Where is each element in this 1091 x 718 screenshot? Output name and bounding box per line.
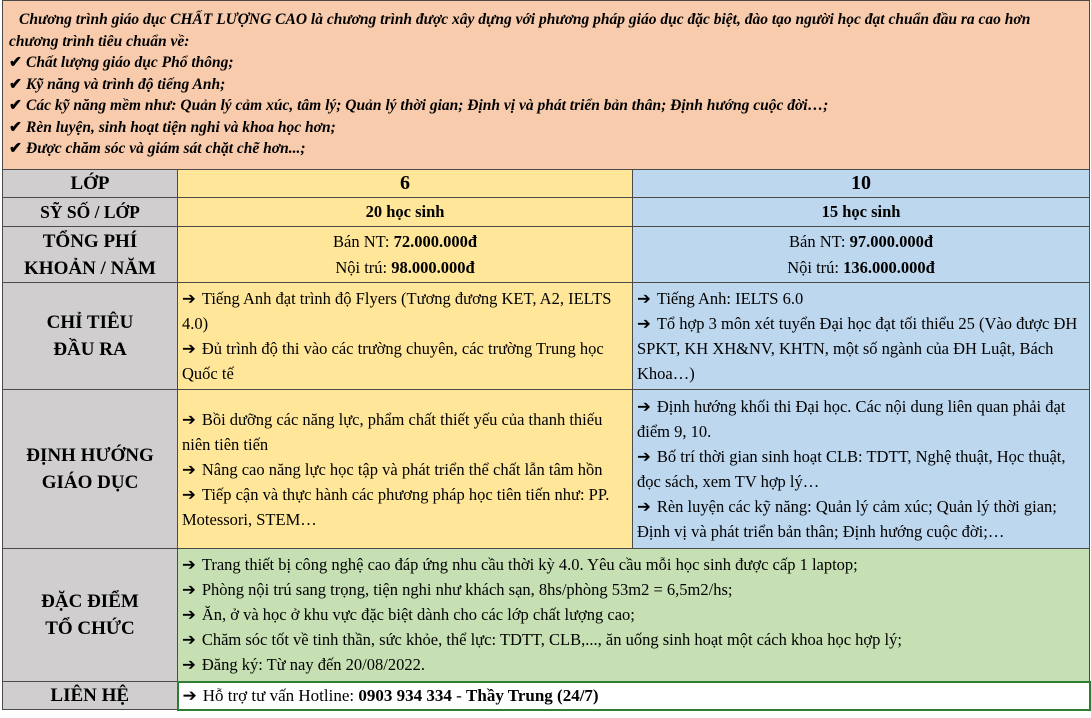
list-item: ➔ Bố trí thời gian sinh hoạt CLB: TDTT, Nghệ thuật, Học thuật, đọc sách, xem TV hợp lý… bbox=[637, 447, 1066, 491]
label-lienhe: LIÊN HỆ bbox=[3, 682, 178, 710]
intro-title: Chương trình giáo dục CHẤT LƯỢNG CAO là chương trình được xây dựng với phương pháp giáo dục đặc biệt, đào tạo người học đạt chuẩn đầu ra cao hơn chương trình tiêu chuẩn về: bbox=[9, 11, 1031, 50]
arrow-icon: ➔ bbox=[182, 289, 196, 308]
list-item: ➔ Đăng ký: Từ nay đến 20/08/2022. bbox=[182, 655, 425, 675]
arrow-icon: ➔ bbox=[182, 409, 196, 429]
arrow-icon: ➔ bbox=[637, 447, 651, 466]
arrow-icon: ➔ bbox=[182, 655, 196, 675]
arrow-icon: ➔ bbox=[637, 289, 651, 308]
arrow-icon: ➔ bbox=[182, 555, 196, 575]
program-table bbox=[2, 0, 1091, 711]
grade6-dinhhuong bbox=[178, 390, 633, 549]
row-siso bbox=[3, 198, 1090, 227]
fee-bannt: Bán NT: 72.000.000đ bbox=[332, 231, 478, 251]
hotline-label: Hỗ trợ tư vấn Hotline: bbox=[202, 685, 359, 705]
arrow-icon: ➔ bbox=[182, 630, 196, 650]
row-dacdiem bbox=[3, 549, 1090, 682]
row-chitieu bbox=[3, 283, 1090, 390]
list-item: ➔ Phòng nội trú sang trọng, tiện nghi như khách sạn, 8hs/phòng 53m2 = 6,5m2/hs; bbox=[182, 580, 733, 600]
arrow-icon: ➔ bbox=[182, 580, 196, 600]
contact-info: ➔ Hỗ trợ tư vấn Hotline: 0903 934 334 - Thầy Trung (24/7) bbox=[178, 682, 1090, 710]
intro-item: ✔ Rèn luyện, sinh hoạt tiện nghi và khoa học hơn; bbox=[9, 118, 336, 136]
arrow-icon: ➔ bbox=[637, 314, 651, 333]
label-siso: SỸ SỐ / LỚP bbox=[3, 198, 178, 227]
label-chitieu: CHỈ TIÊU ĐẦU RA bbox=[3, 283, 178, 390]
list-item: ➔ Tiếng Anh: IELTS 6.0 bbox=[637, 289, 804, 308]
list-item: ➔ Rèn luyện các kỹ năng: Quản lý cảm xúc; Quản lý thời gian; Định vị và phát triển bản thân; Định hướng cuộc đời;… bbox=[637, 497, 1057, 541]
intro-item: ✔ Chất lượng giáo dục Phổ thông; bbox=[9, 54, 234, 71]
list-item: ➔ Ăn, ở và học ở khu vực đặc biệt dành cho các lớp chất lượng cao; bbox=[182, 605, 635, 625]
row-dinhhuong bbox=[3, 390, 1090, 549]
arrow-icon: ➔ bbox=[182, 459, 196, 479]
list-item: ➔ Bồi dưỡng các năng lực, phẩm chất thiết yếu của thanh thiếu niên tiên tiến bbox=[182, 409, 603, 454]
label-lop: LỚP bbox=[3, 170, 178, 198]
list-item: ➔ Đủ trình độ thi vào các trường chuyên, các trường Trung học Quốc tế bbox=[182, 339, 604, 383]
list-item: ➔ Tiếp cận và thực hành các phương pháp học tiên tiến như: PP. Motessori, STEM… bbox=[182, 484, 610, 529]
grade6-chitieu bbox=[178, 283, 633, 390]
intro-row bbox=[3, 1, 1090, 170]
list-item: ➔ Tiếng Anh đạt trình độ Flyers (Tương đương KET, A2, IELTS 4.0) bbox=[182, 289, 612, 333]
check-icon: ✔ bbox=[9, 118, 22, 136]
grade6-siso: 20 học sinh bbox=[178, 198, 633, 227]
arrow-icon: ➔ bbox=[637, 497, 651, 516]
fee-noitru: Nội trú: 136.000.000đ bbox=[787, 257, 935, 277]
grade10-fees bbox=[633, 227, 1090, 283]
label-dinhhuong: ĐỊNH HƯỚNG GIÁO DỤC bbox=[3, 390, 178, 549]
arrow-icon: ➔ bbox=[182, 339, 196, 358]
check-icon: ✔ bbox=[9, 97, 22, 114]
hotline-phone[interactable]: 0903 934 334 bbox=[358, 685, 452, 705]
check-icon: ✔ bbox=[9, 140, 22, 157]
list-item: ➔ Chăm sóc tốt về tinh thần, sức khỏe, thể lực: TDTT, CLB,..., ăn uống sinh hoạt một cách khoa học hợp lý; bbox=[182, 630, 902, 650]
list-item: ➔ Trang thiết bị công nghệ cao đáp ứng nhu cầu thời kỳ 4.0. Yêu cầu mỗi học sinh được cấp 1 laptop; bbox=[182, 555, 858, 575]
intro-item: ✔ Các kỹ năng mềm như: Quản lý cảm xúc, tâm lý; Quản lý thời gian; Định vị và phát triển bản thân; Định hướng cuộc đời…; bbox=[9, 97, 829, 114]
label-dacdiem: ĐẶC ĐIỂM TỔ CHỨC bbox=[3, 549, 178, 682]
arrow-icon: ➔ bbox=[182, 685, 197, 705]
grade10-chitieu bbox=[633, 283, 1090, 390]
row-tongphi bbox=[3, 227, 1090, 283]
list-item: ➔ Nâng cao năng lực học tập và phát triển thể chất lẫn tâm hồn bbox=[182, 459, 603, 479]
list-item: ➔ Tổ hợp 3 môn xét tuyển Đại học đạt tối thiểu 25 (Vào được ĐH SPKT, KH XH&NV, KHTN, một số ngành của ĐH Luật, Bách Khoa…) bbox=[637, 314, 1078, 383]
label-tongphi: TỔNG PHÍ KHOẢN / NĂM bbox=[3, 227, 178, 283]
grade6-header: 6 bbox=[178, 170, 633, 198]
dacdiem-content bbox=[178, 549, 1090, 682]
fee-noitru: Nội trú: 98.000.000đ bbox=[335, 257, 475, 277]
arrow-icon: ➔ bbox=[182, 484, 196, 504]
check-icon: ✔ bbox=[9, 54, 22, 71]
grade10-dinhhuong bbox=[633, 390, 1090, 549]
grade10-header: 10 bbox=[633, 170, 1090, 198]
grade6-fees bbox=[178, 227, 633, 283]
arrow-icon: ➔ bbox=[637, 397, 651, 416]
intro-item: ✔ Được chăm sóc và giám sát chặt chẽ hơn...; bbox=[9, 140, 306, 157]
grade10-siso: 15 học sinh bbox=[633, 198, 1090, 227]
list-item: ➔ Định hướng khối thi Đại học. Các nội dung liên quan phải đạt điểm 9, 10. bbox=[637, 397, 1066, 441]
intro-box bbox=[3, 1, 1090, 170]
check-icon: ✔ bbox=[9, 75, 22, 93]
fee-bannt: Bán NT: 97.000.000đ bbox=[789, 231, 934, 251]
row-lienhe bbox=[3, 682, 1090, 710]
arrow-icon: ➔ bbox=[182, 605, 196, 625]
row-lop bbox=[3, 170, 1090, 198]
intro-item: ✔ Kỹ năng và trình độ tiếng Anh; bbox=[9, 75, 226, 93]
contact-name: Thầy Trung (24/7) bbox=[466, 685, 599, 705]
